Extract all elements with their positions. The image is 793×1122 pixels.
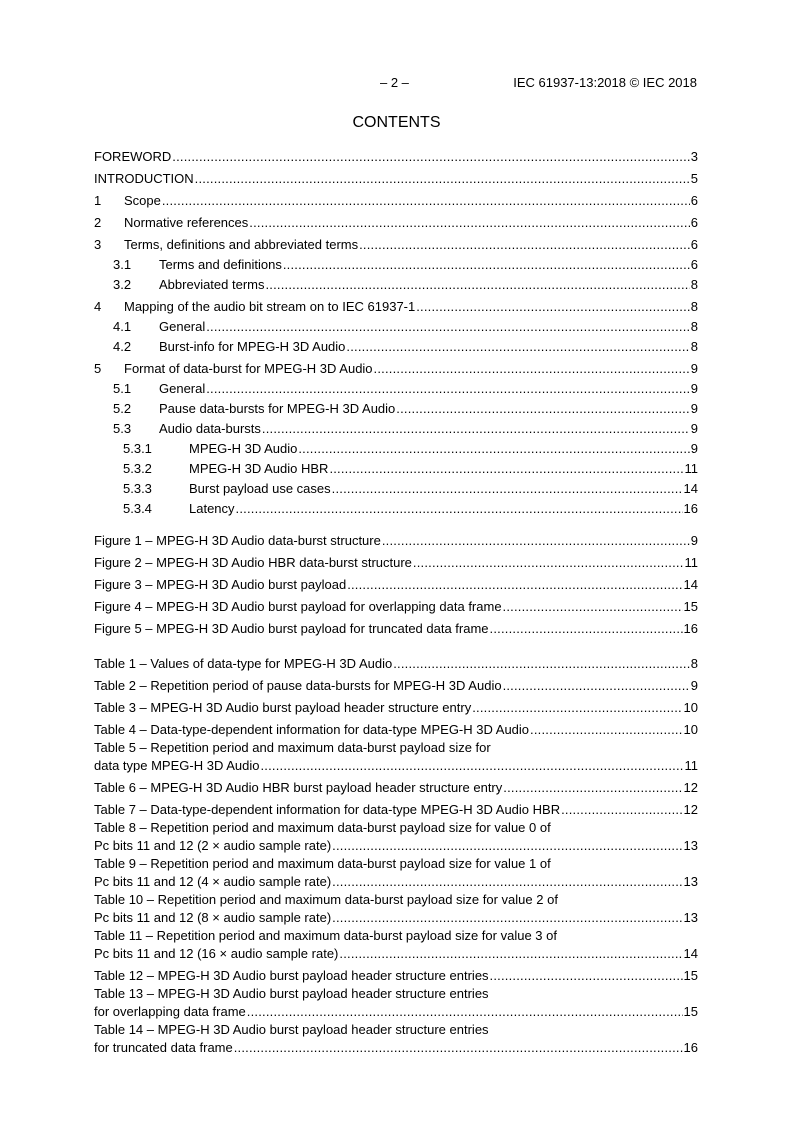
- dot-leader: [413, 555, 684, 570]
- toc-entry-number: 2: [94, 215, 102, 230]
- dot-leader: [249, 215, 689, 230]
- toc-entry-title[interactable]: Figure 3 – MPEG-H 3D Audio burst payload: [94, 577, 347, 592]
- toc-entry-title[interactable]: Format of data-burst for MPEG-H 3D Audio: [124, 361, 373, 376]
- dot-leader: [561, 802, 682, 817]
- toc-entry-number: 5.3: [113, 421, 132, 436]
- toc-entry-title[interactable]: Table 6 – MPEG-H 3D Audio HBR burst payload header structure entry: [94, 780, 503, 795]
- toc-entry-page[interactable]: 13: [683, 838, 698, 853]
- toc-entry-number: 4.1: [113, 319, 132, 334]
- page-title: CONTENTS: [352, 114, 441, 131]
- table-list-entry[interactable]: [94, 674, 698, 696]
- figure-list-entry[interactable]: [94, 551, 698, 573]
- toc-entry[interactable]: [94, 337, 698, 357]
- dot-leader: [206, 381, 690, 396]
- toc-entry-title[interactable]: Table 7 – Data-type-dependent information for data-type MPEG-H 3D Audio HBR: [94, 802, 561, 817]
- table-list-entry[interactable]: [94, 964, 698, 986]
- table-list-entry[interactable]: [94, 696, 698, 718]
- dot-leader: [347, 577, 682, 592]
- dot-leader: [234, 1040, 683, 1055]
- dot-leader: [162, 193, 690, 208]
- toc-entry-title[interactable]: Pc bits 11 and 12 (16 × audio sample rate): [94, 946, 339, 961]
- toc-entry-title[interactable]: MPEG-H 3D Audio HBR: [189, 461, 329, 476]
- dot-leader: [247, 1004, 683, 1019]
- toc-entry-title-line1[interactable]: Table 11 – Repetition period and maximum data-burst payload size for value 3 of: [94, 928, 557, 943]
- toc-entry[interactable]: [94, 317, 698, 337]
- toc-entry-title-line1[interactable]: Table 10 – Repetition period and maximum data-burst payload size for value 2 of: [94, 892, 558, 907]
- toc-entry-page[interactable]: 11: [684, 758, 698, 773]
- toc-entry-page[interactable]: 15: [683, 968, 698, 983]
- toc-entry-title[interactable]: Pc bits 11 and 12 (4 × audio sample rate): [94, 874, 332, 889]
- toc-entry-page[interactable]: 10: [683, 722, 698, 737]
- toc-entry-page[interactable]: 14: [683, 481, 698, 496]
- toc-entry-number: 4.2: [113, 339, 132, 354]
- table-list-entry[interactable]: [94, 652, 698, 674]
- toc-entry-title[interactable]: Normative references: [124, 215, 249, 230]
- toc-entry-title[interactable]: Table 1 – Values of data-type for MPEG-H 3D Audio: [94, 656, 393, 671]
- toc-entry[interactable]: [94, 399, 698, 419]
- standard-reference: IEC 61937-13:2018 © IEC 2018: [513, 75, 697, 90]
- dot-leader: [332, 874, 682, 889]
- toc-entry-page[interactable]: 9: [690, 533, 698, 548]
- toc-entry-page[interactable]: 5: [690, 171, 698, 186]
- toc-entry-page[interactable]: 16: [683, 621, 698, 636]
- toc-entry-number: 5.3.2: [123, 461, 152, 476]
- toc-entry[interactable]: [94, 419, 698, 439]
- toc-entry-number: 4: [94, 299, 102, 314]
- toc-entry-page[interactable]: 9: [690, 441, 698, 456]
- toc-entry-page[interactable]: 9: [690, 401, 698, 416]
- toc-entry-page[interactable]: 6: [690, 215, 698, 230]
- toc-entry-title[interactable]: Scope: [124, 193, 161, 208]
- toc-entry-page[interactable]: 13: [683, 874, 698, 889]
- toc-entry-title[interactable]: data type MPEG-H 3D Audio: [94, 758, 260, 773]
- table-list-entry[interactable]: [94, 892, 698, 928]
- dot-leader: [339, 946, 682, 961]
- toc-entry-title[interactable]: General: [159, 319, 206, 334]
- dot-leader: [416, 299, 690, 314]
- toc-entry-title[interactable]: Table 4 – Data-type-dependent information for data-type MPEG-H 3D Audio: [94, 722, 530, 737]
- toc-entry-title-line1[interactable]: Table 13 – MPEG-H 3D Audio burst payload header structure entries: [94, 986, 489, 1001]
- toc-entry[interactable]: [94, 379, 698, 399]
- toc-entry[interactable]: [94, 499, 698, 519]
- toc-entry-title[interactable]: FOREWORD: [94, 149, 172, 164]
- dot-leader: [503, 780, 682, 795]
- dot-leader: [346, 339, 689, 354]
- dot-leader: [332, 838, 682, 853]
- toc-entry-title[interactable]: MPEG-H 3D Audio: [189, 441, 298, 456]
- dot-leader: [332, 481, 683, 496]
- dot-leader: [206, 319, 690, 334]
- toc-entry-page[interactable]: 8: [690, 656, 698, 671]
- toc-entry-title[interactable]: Latency: [189, 501, 235, 516]
- figure-list-entry[interactable]: [94, 529, 698, 551]
- figure-list-entry[interactable]: [94, 617, 698, 639]
- toc-entry-title[interactable]: Burst payload use cases: [189, 481, 331, 496]
- toc-entry-page[interactable]: 10: [683, 700, 698, 715]
- dot-leader: [329, 461, 683, 476]
- dot-leader: [266, 277, 690, 292]
- toc-entry[interactable]: [94, 233, 698, 255]
- dot-leader: [503, 599, 683, 614]
- toc-entry-title[interactable]: Figure 4 – MPEG-H 3D Audio burst payload for overlapping data frame: [94, 599, 502, 614]
- dot-leader: [396, 401, 689, 416]
- toc-entry-page[interactable]: 13: [683, 910, 698, 925]
- toc-entry-number: 1: [94, 193, 102, 208]
- toc-entry-title[interactable]: for overlapping data frame: [94, 1004, 246, 1019]
- toc-entry[interactable]: [94, 479, 698, 499]
- toc-entry-page[interactable]: 16: [683, 501, 698, 516]
- toc-entry-page[interactable]: 6: [690, 237, 698, 252]
- toc-entry[interactable]: [94, 439, 698, 459]
- toc-entry-number: 5.2: [113, 401, 132, 416]
- toc-entry-number: 5.3.4: [123, 501, 152, 516]
- dot-leader: [359, 237, 690, 252]
- table-list-entry[interactable]: [94, 820, 698, 856]
- toc-entry-title[interactable]: Figure 2 – MPEG-H 3D Audio HBR data-burst structure: [94, 555, 412, 570]
- toc-entry-title[interactable]: General: [159, 381, 206, 396]
- toc-entry-title-line1[interactable]: Table 9 – Repetition period and maximum data-burst payload size for value 1 of: [94, 856, 551, 871]
- toc-entry-page[interactable]: 8: [690, 299, 698, 314]
- dot-leader: [172, 149, 689, 164]
- table-list-entry[interactable]: [94, 798, 698, 820]
- toc-entry-page[interactable]: 3: [690, 149, 698, 164]
- toc-entry-title[interactable]: INTRODUCTION: [94, 171, 194, 186]
- toc-entry-page[interactable]: 11: [684, 461, 698, 476]
- toc-entry-page[interactable]: 6: [690, 257, 698, 272]
- toc-entry[interactable]: [94, 459, 698, 479]
- toc-entry-page[interactable]: 14: [683, 946, 698, 961]
- toc-entry-number: 5.3.1: [123, 441, 152, 456]
- figure-list-entry[interactable]: [94, 573, 698, 595]
- toc-entry[interactable]: [94, 255, 698, 275]
- toc-entry-page[interactable]: 8: [690, 277, 698, 292]
- dot-leader: [298, 441, 689, 456]
- dot-leader: [393, 656, 690, 671]
- dot-leader: [530, 722, 683, 737]
- toc-entry-title-line1[interactable]: Table 5 – Repetition period and maximum data-burst payload size for: [94, 740, 491, 755]
- toc-entry-page[interactable]: 15: [683, 599, 698, 614]
- toc-entry-page[interactable]: 8: [690, 339, 698, 354]
- toc-entry-title[interactable]: Pc bits 11 and 12 (8 × audio sample rate): [94, 910, 332, 925]
- toc-entry-title[interactable]: Table 2 – Repetition period of pause data-bursts for MPEG-H 3D Audio: [94, 678, 502, 693]
- toc-entry-number: 5: [94, 361, 102, 376]
- toc-entry-number: 5.3.3: [123, 481, 152, 496]
- toc-entry-page[interactable]: 11: [684, 555, 698, 570]
- toc-entry[interactable]: [94, 275, 698, 295]
- toc-entry-page[interactable]: 15: [683, 1004, 698, 1019]
- toc-entry-title[interactable]: Burst-info for MPEG-H 3D Audio: [159, 339, 346, 354]
- toc-entry[interactable]: [94, 357, 698, 379]
- table-list-entry[interactable]: [94, 740, 698, 776]
- toc-entry-title[interactable]: Pause data-bursts for MPEG-H 3D Audio: [159, 401, 396, 416]
- dot-leader: [332, 910, 682, 925]
- toc-entry-title[interactable]: Table 3 – MPEG-H 3D Audio burst payload header structure entry: [94, 700, 472, 715]
- figure-list-entry[interactable]: [94, 595, 698, 617]
- toc-entry[interactable]: [94, 295, 698, 317]
- toc-entry-title[interactable]: Mapping of the audio bit stream on to IEC 61937-1: [124, 299, 416, 314]
- table-list-entry[interactable]: [94, 986, 698, 1022]
- toc-entry-title-line1[interactable]: Table 14 – MPEG-H 3D Audio burst payload header structure entries: [94, 1022, 489, 1037]
- toc-entry-title[interactable]: Terms and definitions: [159, 257, 282, 272]
- toc-entry-page[interactable]: 14: [683, 577, 698, 592]
- dot-leader: [490, 968, 683, 983]
- toc-entry-title[interactable]: Figure 5 – MPEG-H 3D Audio burst payload for truncated data frame: [94, 621, 489, 636]
- toc-entry-title[interactable]: Pc bits 11 and 12 (2 × audio sample rate): [94, 838, 332, 853]
- toc-entry-number: 3.2: [113, 277, 132, 292]
- toc-entry-page[interactable]: 16: [683, 1040, 698, 1055]
- toc-entry-title[interactable]: Table 12 – MPEG-H 3D Audio burst payload header structure entries: [94, 968, 489, 983]
- toc-entry[interactable]: [94, 145, 698, 167]
- toc-entry[interactable]: [94, 167, 698, 189]
- table-list-entry[interactable]: [94, 928, 698, 964]
- table-list-entry[interactable]: [94, 718, 698, 740]
- toc-entry-title[interactable]: Figure 1 – MPEG-H 3D Audio data-burst structure: [94, 533, 381, 548]
- toc-entry-title[interactable]: for truncated data frame: [94, 1040, 233, 1055]
- toc-entry-number: 3: [94, 237, 102, 252]
- toc-entry[interactable]: [94, 189, 698, 211]
- dot-leader: [472, 700, 682, 715]
- dot-leader: [490, 621, 683, 636]
- dot-leader: [262, 421, 690, 436]
- table-list-entry[interactable]: [94, 1022, 698, 1058]
- dot-leader: [382, 533, 690, 548]
- dot-leader: [503, 678, 690, 693]
- toc-entry-title[interactable]: Audio data-bursts: [159, 421, 261, 436]
- dot-leader: [283, 257, 690, 272]
- table-list-entry[interactable]: [94, 776, 698, 798]
- dot-leader: [236, 501, 683, 516]
- dot-leader: [374, 361, 690, 376]
- toc-entry-number: 3.1: [113, 257, 132, 272]
- toc-entry-title[interactable]: Terms, definitions and abbreviated terms: [124, 237, 359, 252]
- toc-entry-page[interactable]: 9: [690, 381, 698, 396]
- toc-entry[interactable]: [94, 211, 698, 233]
- dot-leader: [260, 758, 683, 773]
- dot-leader: [195, 171, 690, 186]
- page-number: – 2 –: [380, 75, 409, 90]
- toc-entry-number: 5.1: [113, 381, 132, 396]
- table-list-entry[interactable]: [94, 856, 698, 892]
- toc-entry-page[interactable]: 9: [690, 361, 698, 376]
- toc-entry-page[interactable]: 9: [690, 678, 698, 693]
- toc-entry-title[interactable]: Abbreviated terms: [159, 277, 265, 292]
- toc-entry-page[interactable]: 12: [683, 802, 698, 817]
- table-of-contents: [94, 145, 698, 1058]
- toc-entry-page[interactable]: 6: [690, 193, 698, 208]
- toc-entry-page[interactable]: 9: [690, 421, 698, 436]
- toc-entry-page[interactable]: 12: [683, 780, 698, 795]
- toc-entry-page[interactable]: 8: [690, 319, 698, 334]
- toc-entry-title-line1[interactable]: Table 8 – Repetition period and maximum data-burst payload size for value 0 of: [94, 820, 551, 835]
